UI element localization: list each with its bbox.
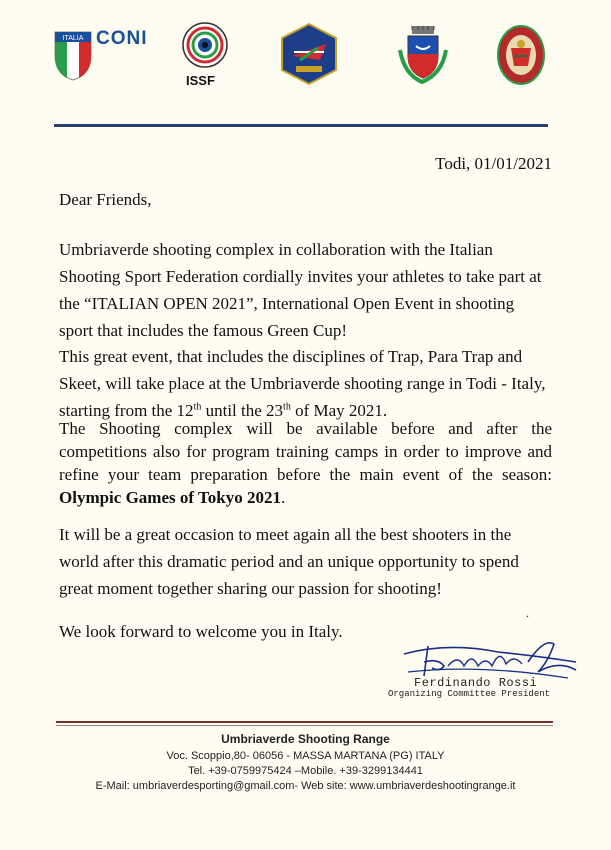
ordinal-suffix: th [283, 401, 291, 413]
issf-logo-text: ISSF [186, 73, 215, 88]
footer-phone: Tel. +39-0759975424 –Mobile. +39-3299134441 [188, 765, 423, 777]
footer-divider-thin [56, 725, 553, 726]
paragraph-closing: We look forward to welcome you in Italy. [59, 622, 343, 641]
municipal-coat-of-arms-logo [396, 24, 450, 86]
event-details-text-a: This great event, that includes the disciplines of Trap, Para Trap and Skeet, will take place at the Umbriaverde shooting range in Todi - Italy, starting from the 12 [59, 347, 546, 420]
fitav-badge-logo [280, 22, 338, 86]
footer-contact: E-Mail: umbriaverdesporting@gmail.com- Web site: www.umbriaverdeshootingrange.it [95, 780, 516, 792]
olympic-games-highlight: Olympic Games of Tokyo 2021 [59, 488, 281, 507]
training-camps-text: The Shooting complex will be available before and after the competitions also for program training camps in order to improve and refine your team preparation before the main event of the season: [59, 419, 552, 484]
paragraph-invitation: Umbriaverde shooting complex in collaboration with the Italian Shooting Sport Federation cordially invites your athletes to take part at the “ITALIAN OPEN 2021”, International Open Event in shooting sport that includes the famous Green Cup! [59, 240, 542, 340]
footer-address: Voc. Scoppio,80- 06056 - MASSA MARTANA (PG) ITALY [166, 750, 445, 762]
letter-greeting: Dear Friends, [59, 190, 152, 209]
issf-target-logo [182, 22, 228, 68]
signatory-name: Ferdinando Rossi [414, 676, 538, 690]
footer-org-name: Umbriaverde Shooting Range [221, 732, 390, 746]
letter-date: Todi, 01/01/2021 [435, 154, 552, 173]
header-divider [54, 124, 548, 127]
paragraph-training-camps [59, 417, 552, 509]
coni-italia-shield-logo [53, 30, 93, 82]
coni-logo-text: CONI [96, 28, 148, 49]
red-seal-logo [496, 24, 546, 86]
event-details-text-c: of May 2021. [290, 401, 388, 420]
paragraph-occasion: It will be a great occasion to meet again all the best shooters in the world after this dramatic period and an unique opportunity to spend great moment together sharing our passion for shooting! [59, 525, 519, 598]
ordinal-suffix: th [193, 401, 202, 413]
logo-bar [0, 18, 611, 98]
event-details-text-b: until the 23 [201, 401, 284, 420]
training-camps-end: . [280, 488, 286, 507]
signatory-role: Organizing Committee President [388, 689, 551, 699]
italia-shield-text: ITALIA [62, 35, 84, 42]
footer-divider [56, 721, 553, 723]
paragraph-event-details [59, 343, 552, 424]
